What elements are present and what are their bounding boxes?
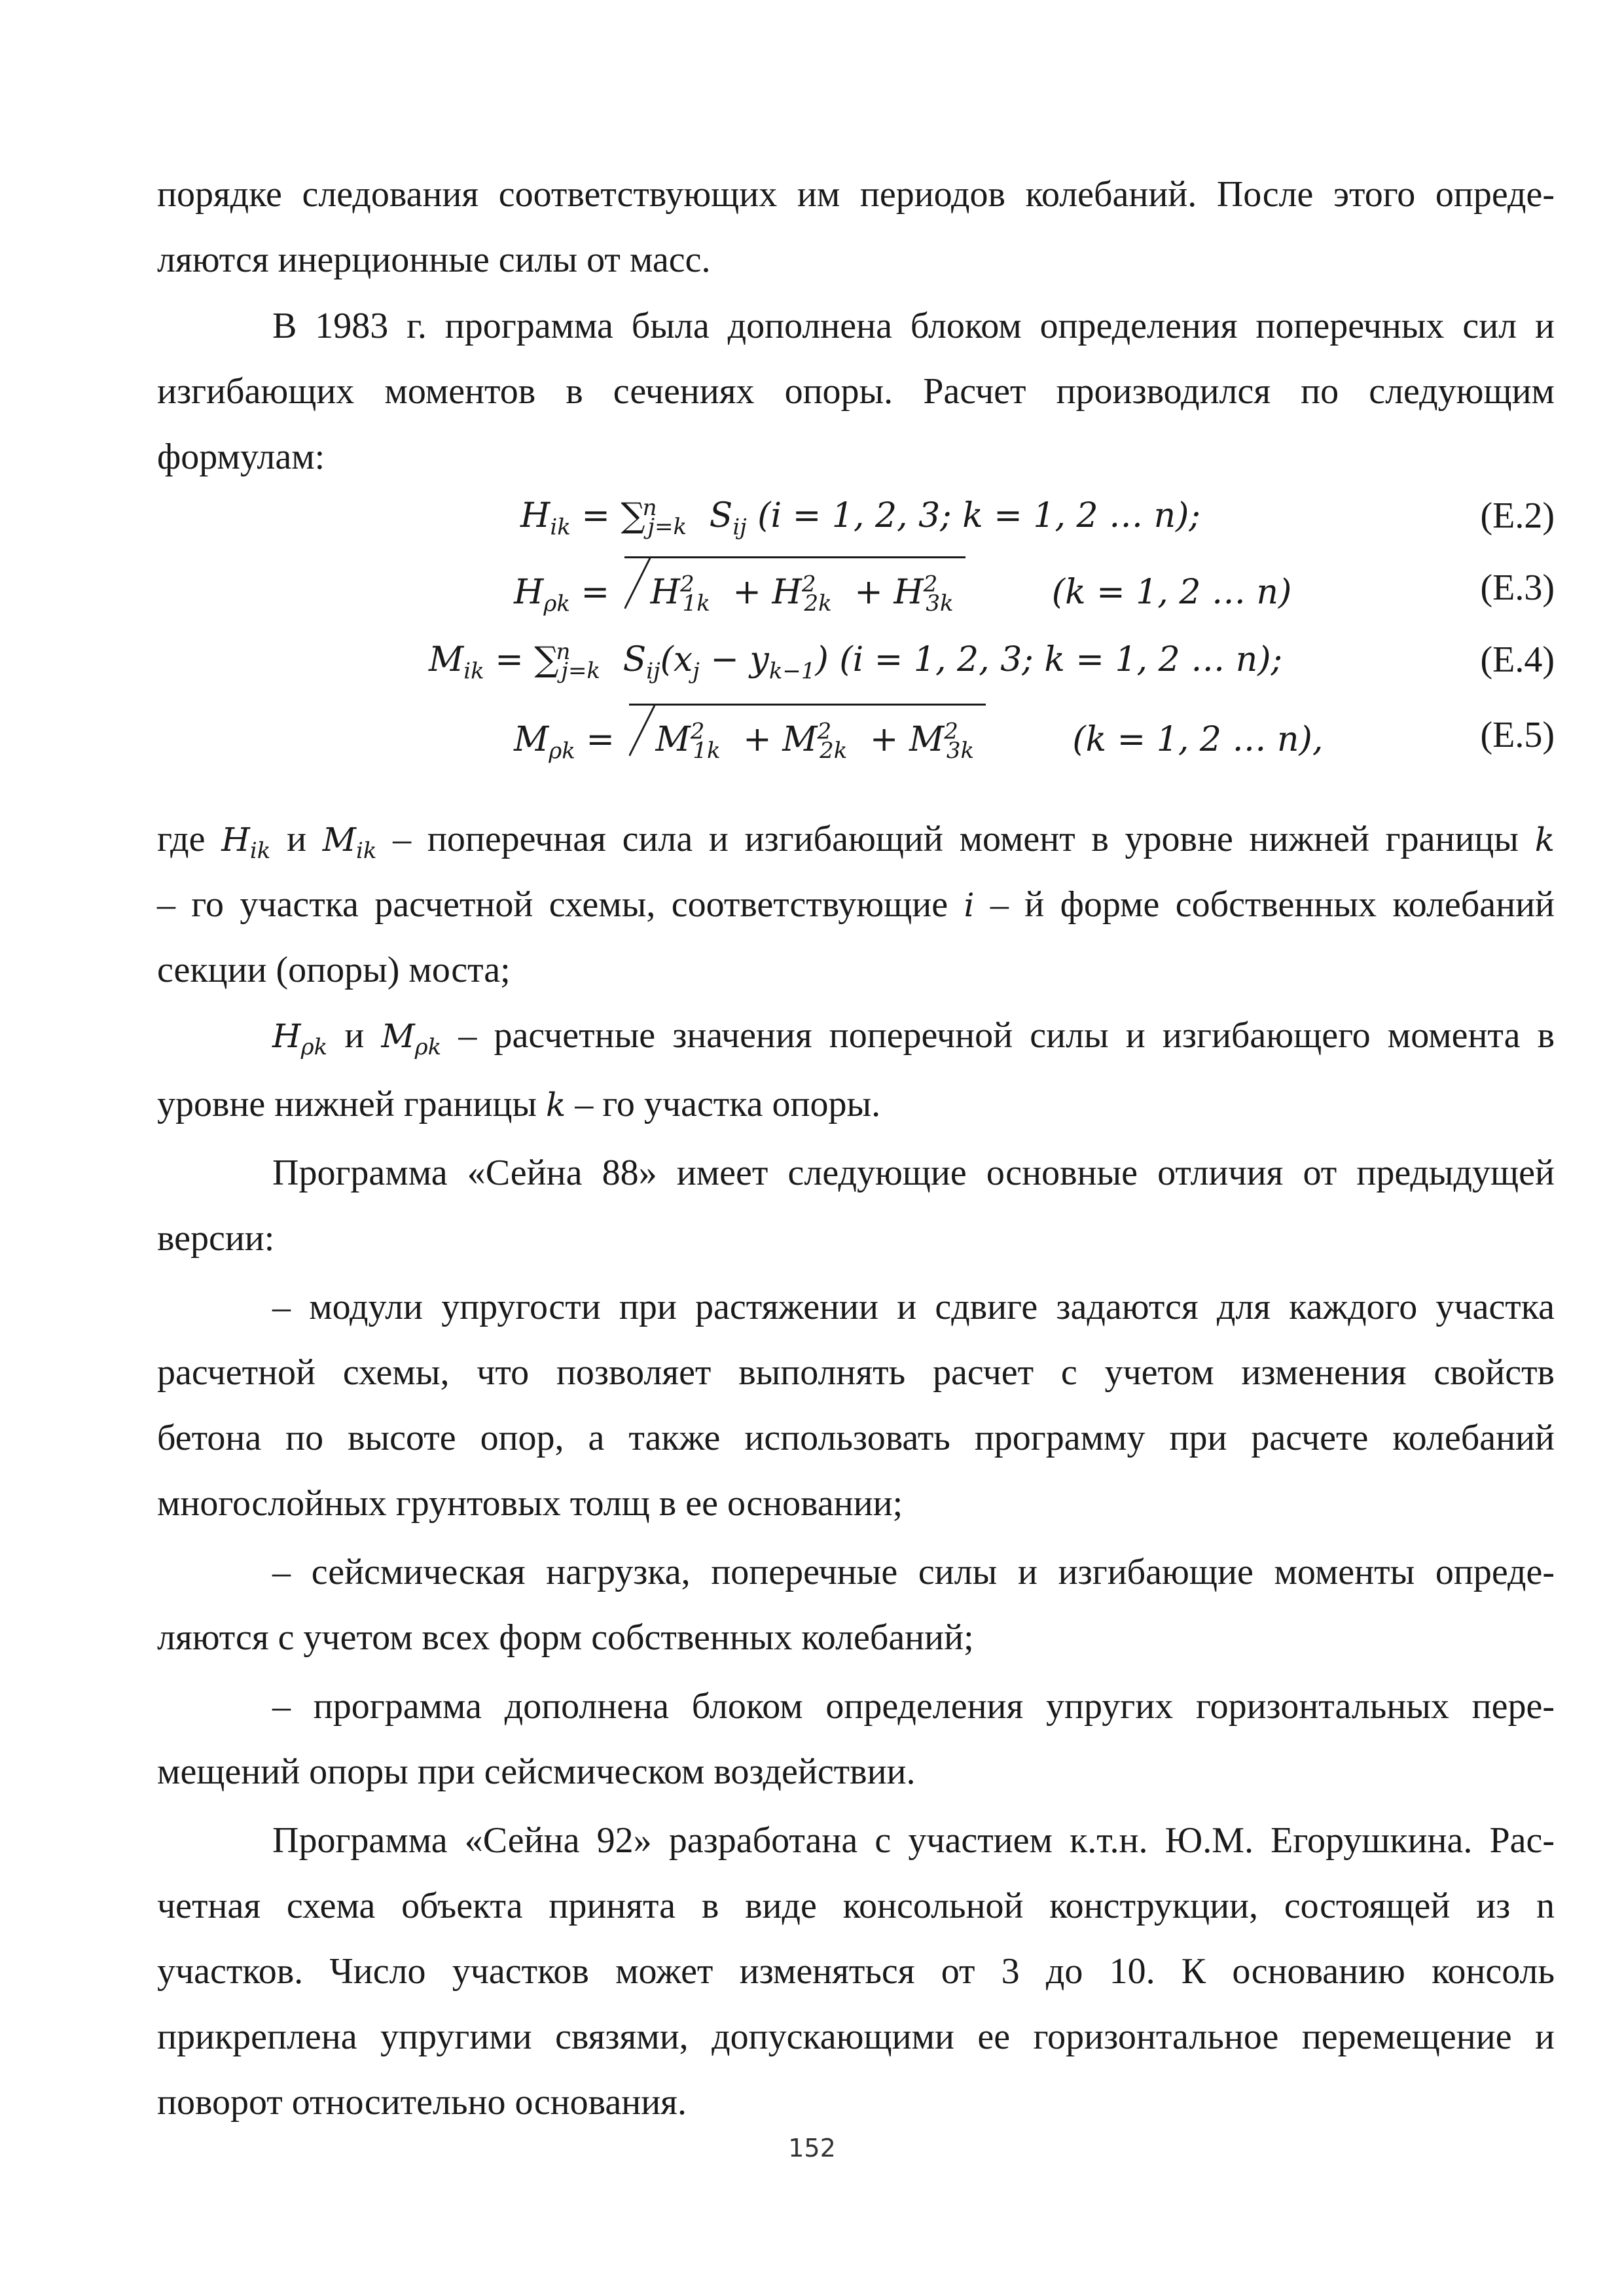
symbol-M-ik: $M_{ik}$: [322, 821, 377, 864]
equation-number: (E.4): [1480, 639, 1555, 680]
symbol-M-rho-k: $M_{\rho k}$: [381, 1017, 442, 1060]
equation-e3: [157, 556, 1555, 619]
equation-number: (E.3): [1480, 567, 1555, 608]
text-line: – модули упругости при растяжении и сдвиге задаются для каждого участка: [272, 1287, 1555, 1327]
text-run: – го участка опоры.: [575, 1084, 881, 1124]
text-line: секции (опоры) моста;: [157, 950, 511, 990]
text-run: – й форме собственных колебаний: [990, 884, 1555, 925]
text-line: ляются инерционные силы от масс.: [157, 240, 711, 280]
text-line: участков. Число участков может изменяться от 3 до 10. К основанию консоль: [157, 1951, 1555, 1992]
equation-number: (E.5): [1480, 715, 1555, 755]
document-page: [157, 0, 1555, 2296]
text-line: формулам:: [157, 437, 325, 477]
text-line: Программа «Сейна 92» разработана с участием к.т.н. Ю.М. Егорушкина. Рас-: [272, 1820, 1555, 1861]
word: где: [157, 819, 206, 859]
text-run: – го участка расчетной схемы, соответствующие: [157, 884, 948, 925]
symbol-i: i: [964, 886, 975, 924]
formula-e3: $H_{\rho k} = H^2_{1k} + H^2_{2k} + H^2_{3k}$ (k = 1, 2 … n): [514, 556, 1291, 624]
text-line: изгибающих моментов в сечениях опоры. Расчет производился по следующим: [157, 371, 1555, 412]
equation-number: (E.2): [1480, 495, 1555, 536]
text-line: бетона по высоте опор, а также использовать программу при расчете колебаний: [157, 1418, 1555, 1458]
word: и: [287, 819, 307, 859]
text-line: многослойных грунтовых толщ в ее основании;: [157, 1483, 903, 1524]
equation-e2: [157, 484, 1555, 547]
text-line: мещений опоры при сейсмическом воздействии.: [157, 1751, 916, 1792]
text-run: поперечная сила и изгибающий момент в уровне нижней границы: [427, 819, 1519, 859]
text-line: Программа «Сейна 88» имеет следующие основные отличия от предыдущей: [272, 1153, 1555, 1193]
text-line: поворот относительно основания.: [157, 2082, 687, 2123]
text-line: расчетной схемы, что позволяет выполнять расчет с учетом изменения свойств: [157, 1352, 1555, 1393]
equation-e4: [157, 628, 1555, 691]
text-line: порядке следования соответствующих им периодов колебаний. После этого опреде-: [157, 174, 1555, 215]
text-run: – расчетные значения поперечной силы и изгибающего момента в: [458, 1015, 1555, 1056]
text-line: – сейсмическая нагрузка, поперечные силы и изгибающие моменты опреде-: [272, 1552, 1555, 1592]
symbol-k: k: [1534, 821, 1555, 859]
text-line: [157, 1083, 1555, 1126]
text-line: – программа дополнена блоком определения упругих горизонтальных пере-: [272, 1686, 1555, 1727]
text-line: [157, 884, 1555, 926]
word: и: [344, 1015, 365, 1056]
equation-e5: [157, 704, 1555, 766]
text-line: В 1983 г. программа была дополнена блоком определения поперечных сил и: [272, 306, 1555, 346]
text-line: версии:: [157, 1218, 275, 1259]
text-line: четная схема объекта принята в виде консольной конструкции, состоящей из n: [157, 1886, 1555, 1926]
text-line: где $H_{ik}$ и $M_{ik}$ – поперечная сила и изгибающий момент в уровне нижней границы k: [157, 819, 1555, 864]
symbol-k: k: [546, 1086, 566, 1124]
symbol-H-ik: $H_{ik}$: [221, 821, 271, 864]
page-number: 152: [788, 2134, 836, 2162]
text-line: [157, 1014, 1555, 1060]
text-run: уровне нижней границы: [157, 1084, 537, 1124]
text-line: прикреплена упругими связями, допускающими ее горизонтальное перемещение и: [157, 2017, 1555, 2057]
symbol-H-rho-k: $H_{\rho k}$: [272, 1017, 328, 1060]
formula-e4: $M_{ik} = \sum^n_{j=k}$ $S_{ij}(x_j - y_{k-1}) (i = 1$, 2, 3; k = 1, 2 … n);: [429, 638, 1283, 685]
formula-e2: $H_{ik} = \sum^n_{j=k}$ $S_{ij}$ (i = 1, 2, 3; k = 1, 2 … n);: [520, 494, 1200, 541]
text-line: ляются с учетом всех форм собственных колебаний;: [157, 1617, 974, 1658]
formula-e5: $M_{\rho k} = M^2_{1k} + M^2_{2k} + M^2_{3k}$ (k = 1, 2 … n),: [514, 704, 1323, 771]
